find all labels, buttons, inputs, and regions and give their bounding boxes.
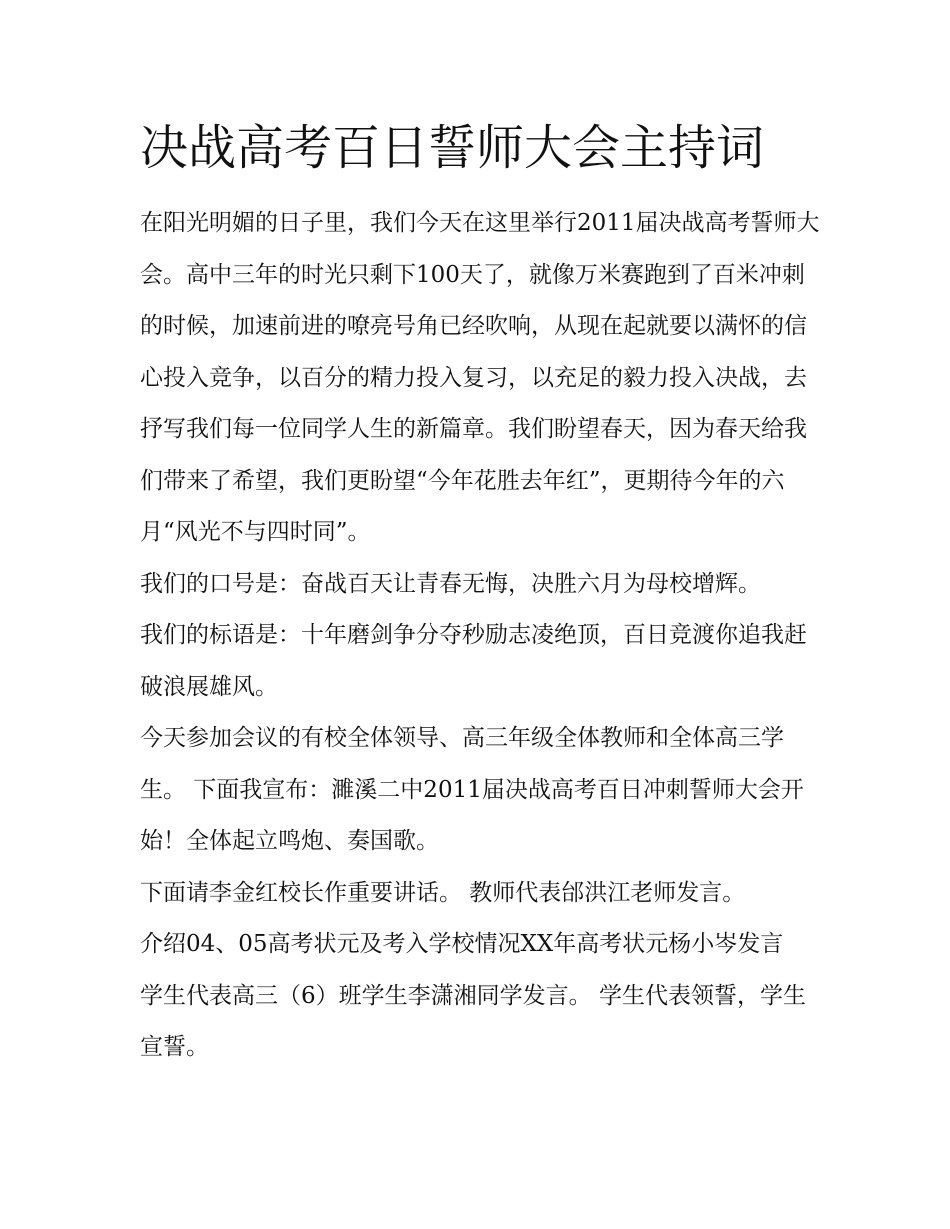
document-body	[140, 198, 820, 1074]
paragraph-student-oath: 学生代表高三（6）班学生李潇湘同学发言。 学生代表领誓，学生宣誓。	[140, 982, 806, 1060]
paragraph-attendees: 今天参加会议的有校全体领导、高三年级全体教师和全体高三学生。 下面我宣布：濉溪二中2011届决战高考百日冲刺誓师大会开始！全体起立鸣炮、奏国歌。	[140, 725, 804, 854]
paragraph-opening: 在阳光明媚的日子里，我们今天在这里举行2011届决战高考誓师大会。高中三年的时光只剩下100天了，就像万米赛跑到了百米冲刺的时候，加速前进的嘹亮号角已经吹响，从现在起就要以满怀的信心投入竞争，以百分的精力投入复习，以充足的毅力投入决战，去抒写我们每一位同学人生的新篇章。我们盼望春天，因为春天给我们带来了希望，我们更盼望“今年花胜去年红”，更期待今年的六月“风光不与四时同”。	[140, 210, 820, 545]
paragraph-motto: 我们的标语是：十年磨剑争分夺秒励志凌绝顶，百日竞渡你追我赶破浪展雄风。	[140, 622, 807, 700]
document-title: 决战高考百日誓师大会主持词	[140, 120, 765, 176]
paragraph-top-scorers: 介绍04、05高考状元及考入学校情况XX年高考状元杨小岑发言	[140, 931, 784, 957]
paragraph-speeches: 下面请李金红校长作重要讲话。 教师代表邰洪江老师发言。	[140, 879, 746, 906]
paragraph-slogan: 我们的口号是：奋战百天让青春无悔，决胜六月为母校增辉。	[140, 570, 761, 597]
